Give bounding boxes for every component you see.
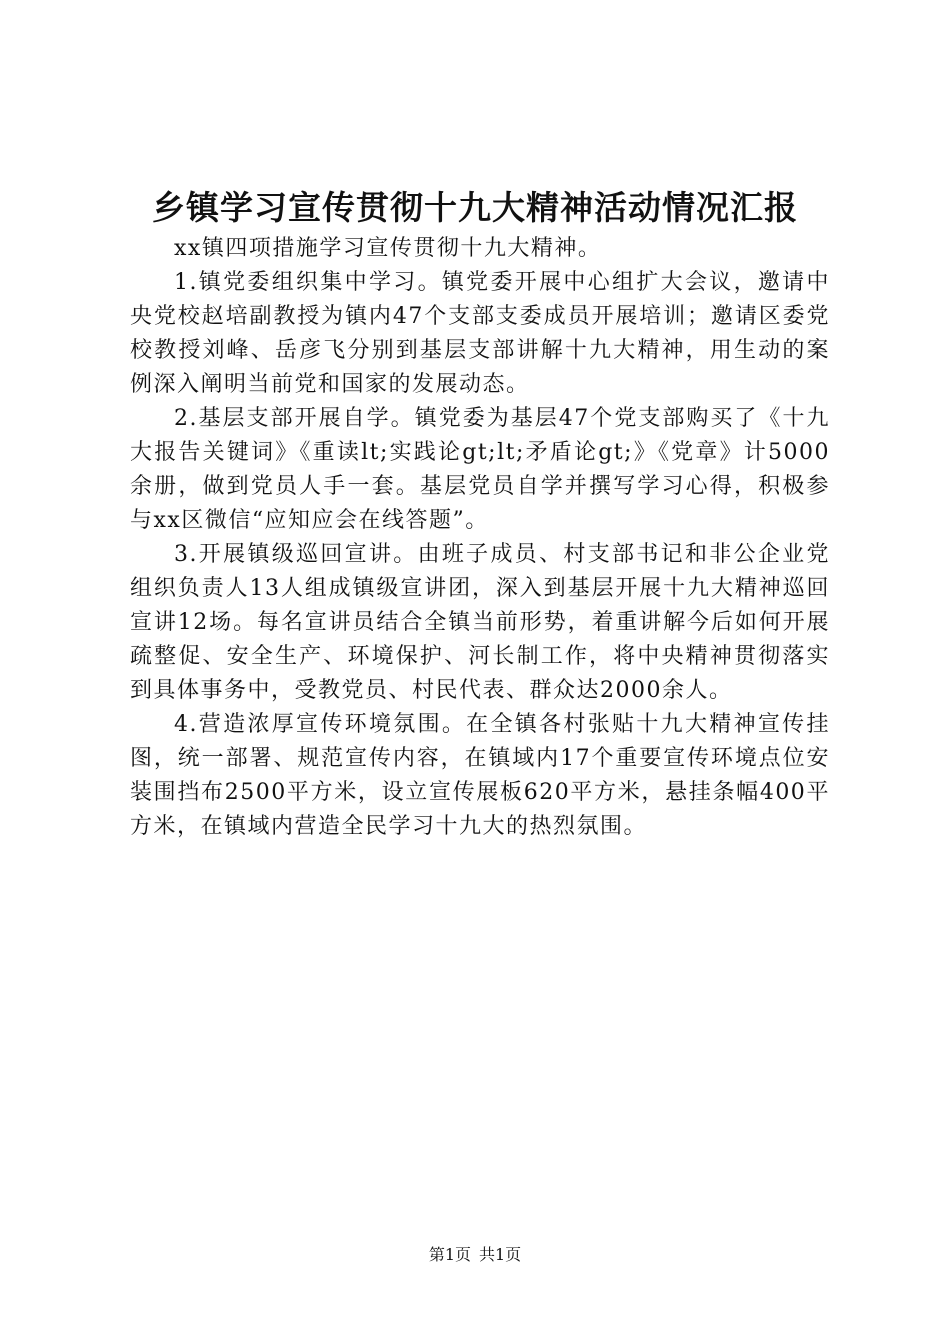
paragraph-4: 4.营造浓厚宣传环境氛围。在全镇各村张贴十九大精神宣传挂图，统一部署、规范宣传内容，在镇域内17个重要宣传环境点位安装围挡布2500平方米，设立宣传展板620平方米，悬挂条幅400平方米，在镇域内营造全民学习十九大的热烈氛围。 xyxy=(130,712,830,839)
page-footer xyxy=(0,1244,950,1266)
document-title: 乡镇学习宣传贯彻十九大精神活动情况汇报 xyxy=(152,188,798,227)
paragraph-intro: xx镇四项措施学习宣传贯彻十九大精神。 xyxy=(174,236,602,261)
paragraph-3: 3.开展镇级巡回宣讲。由班子成员、村支部书记和非公企业党组织负责人13人组成镇级宣讲团，深入到基层开展十九大精神巡回宣讲12场。每名宣讲员结合全镇当前形势，着重讲解今后如何开展疏整促、安全生产、环境保护、河长制工作，将中央精神贯彻落实到具体事务中，受教党员、村民代表、群众达2000余人。 xyxy=(130,542,830,703)
page-number: 第1页 xyxy=(428,1245,471,1264)
document-body xyxy=(130,232,830,844)
page-total: 共1页 xyxy=(479,1245,522,1264)
paragraph-1: 1.镇党委组织集中学习。镇党委开展中心组扩大会议，邀请中央党校赵培副教授为镇内47个支部支委成员开展培训；邀请区委党校教授刘峰、岳彦飞分别到基层支部讲解十九大精神，用生动的案例深入阐明当前党和国家的发展动态。 xyxy=(130,270,830,397)
paragraph-2: 2.基层支部开展自学。镇党委为基层47个党支部购买了《十九大报告关键词》《重读lt;实践论gt;lt;矛盾论gt;》《党章》计5000余册，做到党员人手一套。基层党员自学并撰写学习心得，积极参与xx区微信“应知应会在线答题”。 xyxy=(130,406,830,533)
